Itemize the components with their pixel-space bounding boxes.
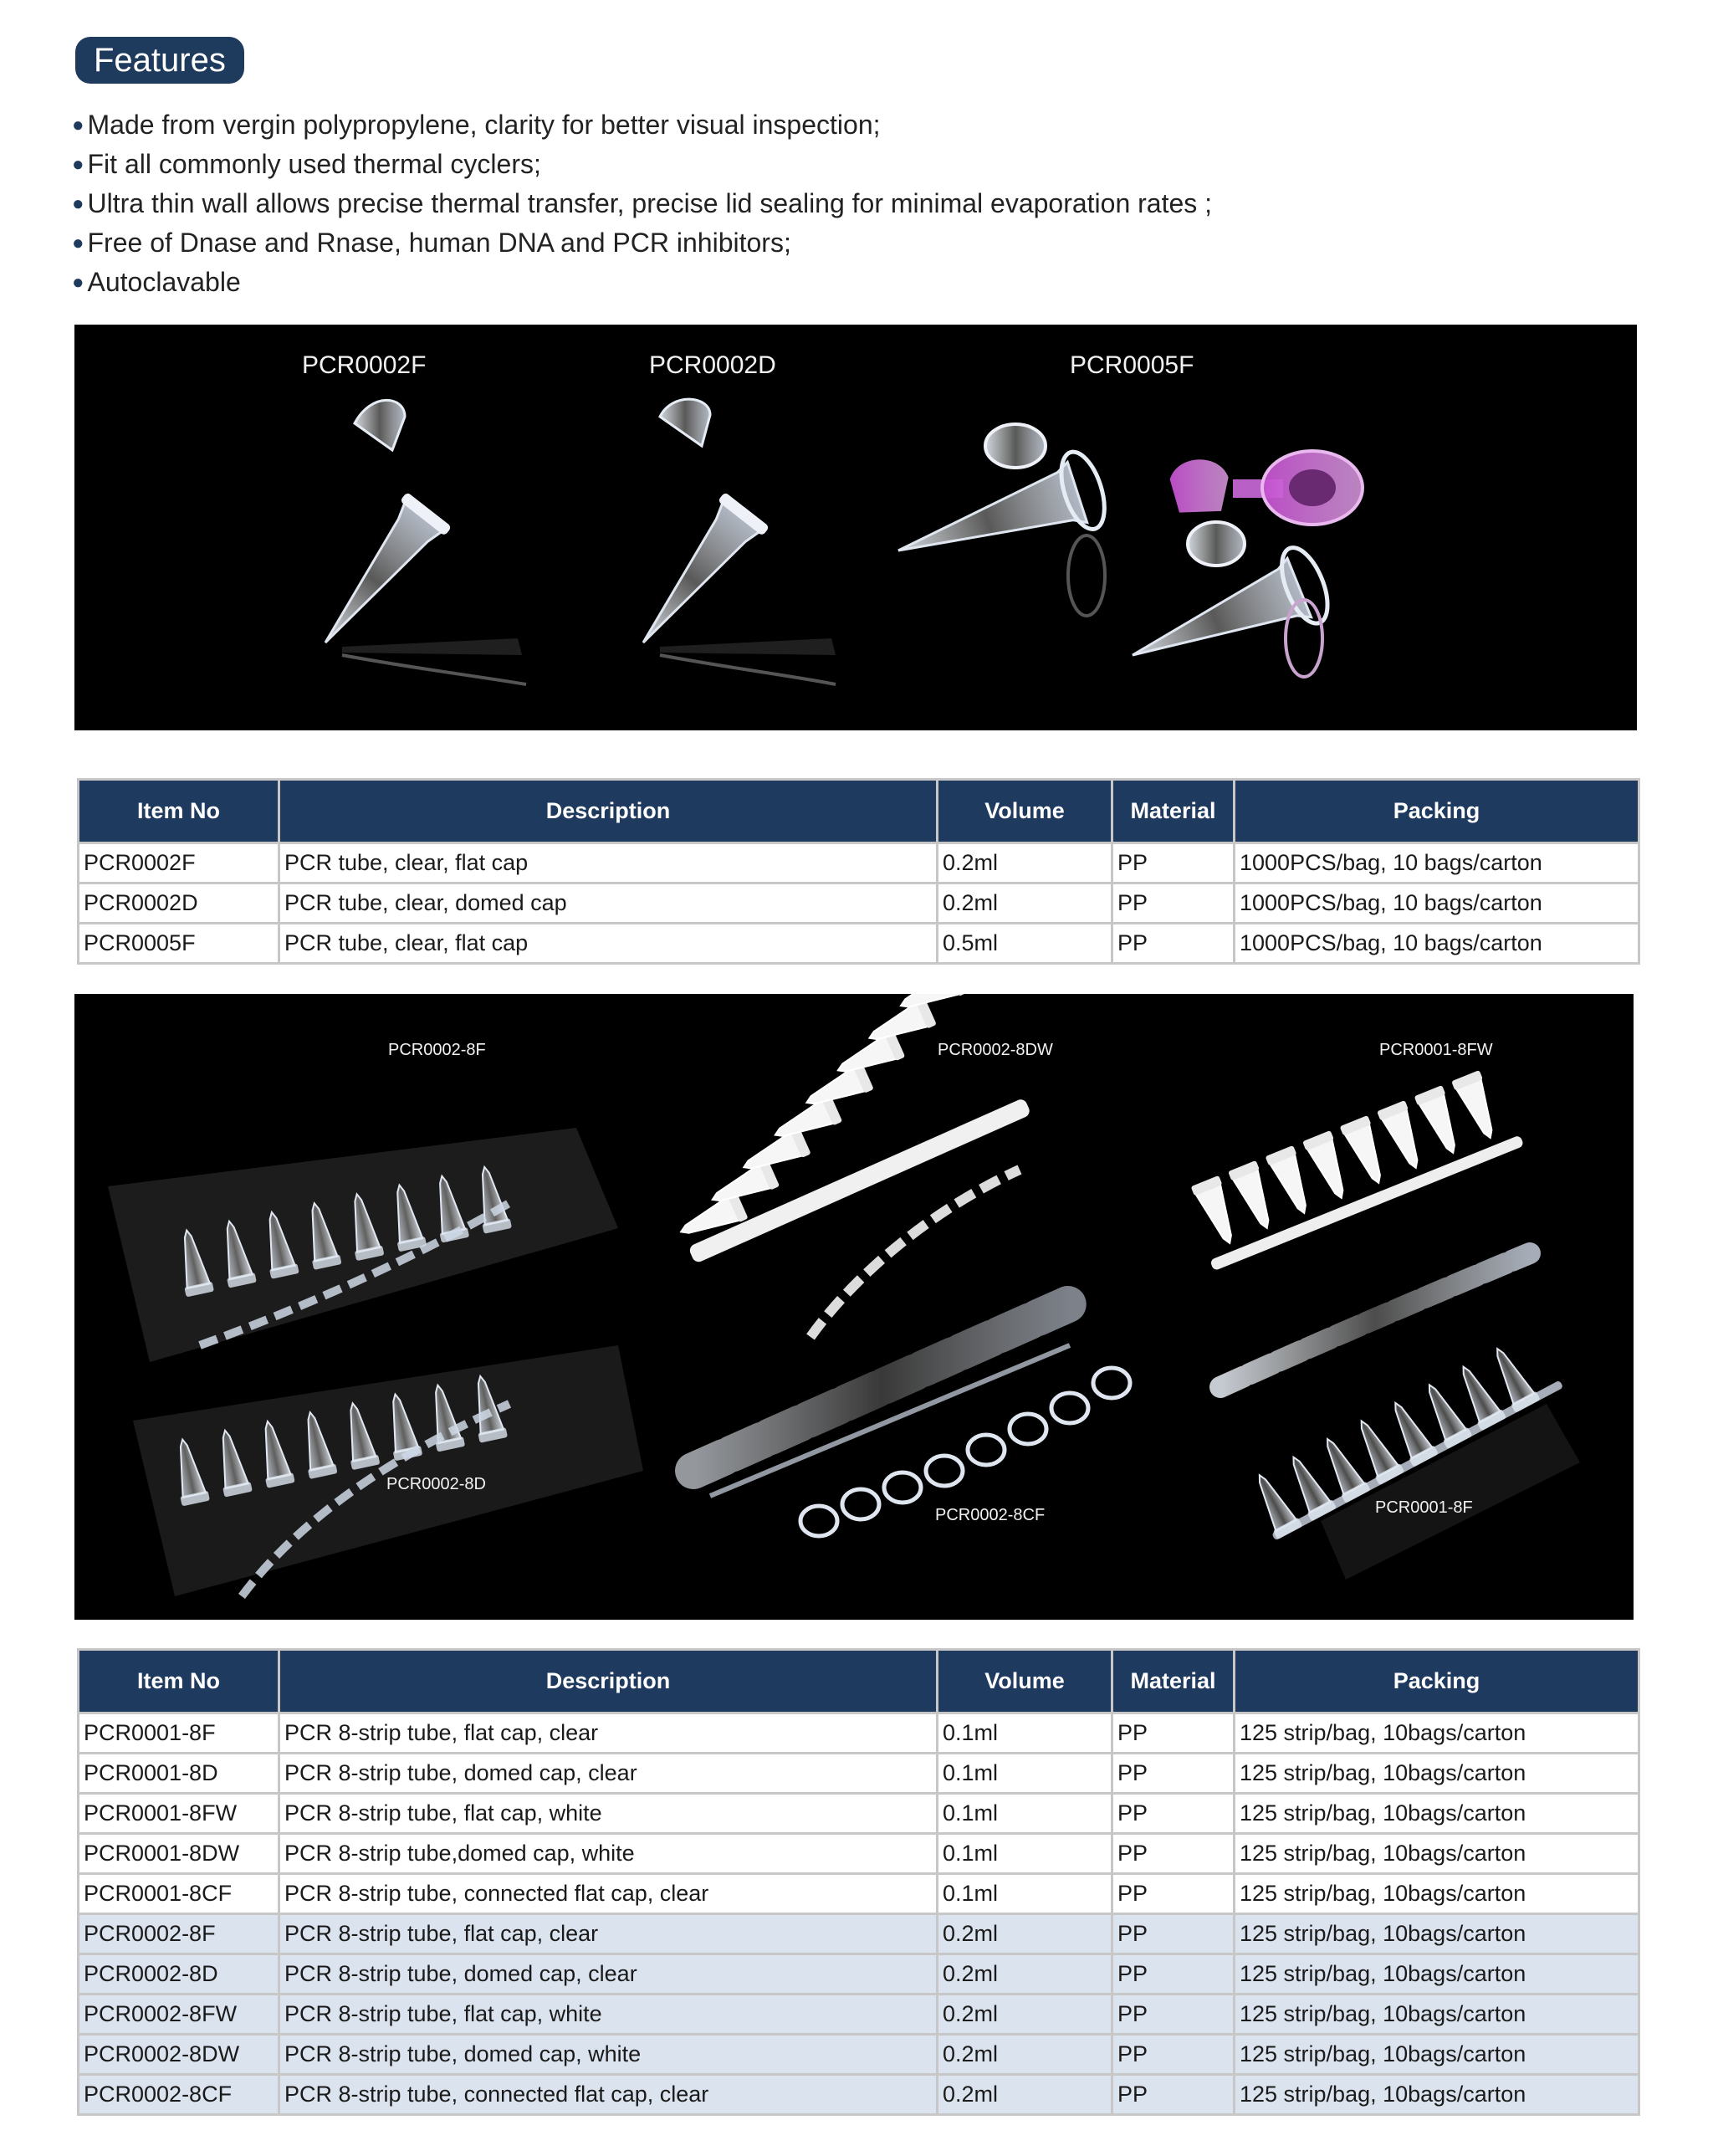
- header-description: Description: [279, 1650, 938, 1713]
- header-material: Material: [1112, 1650, 1235, 1713]
- features-title: Features: [75, 37, 244, 84]
- single-tube-spec-table: [77, 778, 1640, 965]
- table-row: [79, 1794, 1639, 1834]
- cell-packing: 125 strip/bag, 10bags/carton: [1235, 2035, 1639, 2075]
- cell-packing: 125 strip/bag, 10bags/carton: [1235, 1754, 1639, 1794]
- cell-material: PP: [1112, 924, 1235, 964]
- cell-volume: 0.1ml: [938, 1794, 1112, 1834]
- label-pcr0001-8fw: PCR0001-8FW: [1379, 1041, 1493, 1059]
- cell-material: PP: [1112, 2035, 1235, 2075]
- cell-description: PCR 8-strip tube, domed cap, clear: [279, 1954, 938, 1995]
- table-row: [79, 1874, 1639, 1914]
- cell-description: PCR 8-strip tube, flat cap, white: [279, 1995, 938, 2035]
- cell-item-no: PCR0002-8F: [79, 1914, 279, 1954]
- header-item-no: Item No: [79, 1650, 279, 1713]
- cell-packing: 125 strip/bag, 10bags/carton: [1235, 1954, 1639, 1995]
- cell-packing: 125 strip/bag, 10bags/carton: [1235, 1995, 1639, 2035]
- feature-item: ● Fit all commonly used thermal cyclers;: [72, 149, 541, 179]
- cell-packing: 125 strip/bag, 10bags/carton: [1235, 1834, 1639, 1874]
- cell-volume: 0.2ml: [938, 2075, 1112, 2115]
- cell-material: PP: [1112, 1954, 1235, 1995]
- bullet-icon: ●: [72, 153, 84, 176]
- cell-volume: 0.2ml: [938, 883, 1112, 924]
- cell-material: PP: [1112, 1834, 1235, 1874]
- strip-tube-photo-panel: [74, 994, 1634, 1620]
- cell-packing: 1000PCS/bag, 10 bags/carton: [1235, 924, 1639, 964]
- cell-volume: 0.2ml: [938, 1954, 1112, 1995]
- header-volume: Volume: [938, 1650, 1112, 1713]
- cell-packing: 125 strip/bag, 10bags/carton: [1235, 1794, 1639, 1834]
- cell-volume: 0.1ml: [938, 1834, 1112, 1874]
- cell-description: PCR 8-strip tube, flat cap, white: [279, 1794, 938, 1834]
- cell-material: PP: [1112, 1754, 1235, 1794]
- cell-packing: 125 strip/bag, 10bags/carton: [1235, 1874, 1639, 1914]
- cell-item-no: PCR0002D: [79, 883, 279, 924]
- tube-pcr0002f: [303, 492, 452, 660]
- cell-packing: 125 strip/bag, 10bags/carton: [1235, 1713, 1639, 1754]
- cell-description: PCR 8-strip tube, flat cap, clear: [279, 1713, 938, 1754]
- table-row: [79, 1754, 1639, 1794]
- bullet-icon: ●: [72, 271, 84, 294]
- cell-item-no: PCR0002-8FW: [79, 1995, 279, 2035]
- table-row: [79, 883, 1639, 924]
- label-pcr0005f: PCR0005F: [1070, 351, 1194, 379]
- table-row: [79, 1995, 1639, 2035]
- cell-item-no: PCR0001-8FW: [79, 1794, 279, 1834]
- cell-volume: 0.2ml: [938, 2035, 1112, 2075]
- cell-material: PP: [1112, 2075, 1235, 2115]
- header-packing: Packing: [1235, 780, 1639, 843]
- cell-material: PP: [1112, 1713, 1235, 1754]
- cell-volume: 0.2ml: [938, 843, 1112, 883]
- cell-item-no: PCR0002F: [79, 843, 279, 883]
- feature-item: ● Autoclavable: [72, 267, 241, 297]
- table-row: [79, 1834, 1639, 1874]
- cell-material: PP: [1112, 883, 1235, 924]
- cell-packing: 125 strip/bag, 10bags/carton: [1235, 2075, 1639, 2115]
- cell-volume: 0.5ml: [938, 924, 1112, 964]
- single-tubes-illustration: [74, 325, 1637, 730]
- label-pcr0001-8f: PCR0001-8F: [1375, 1498, 1473, 1517]
- cell-item-no: PCR0001-8D: [79, 1754, 279, 1794]
- cell-item-no: PCR0002-8CF: [79, 2075, 279, 2115]
- single-tube-photo-panel: [74, 325, 1637, 730]
- header-item-no: Item No: [79, 780, 279, 843]
- table-row: [79, 1954, 1639, 1995]
- cell-packing: 1000PCS/bag, 10 bags/carton: [1235, 883, 1639, 924]
- cell-volume: 0.1ml: [938, 1713, 1112, 1754]
- table-row: [79, 1713, 1639, 1754]
- table-header-row: [79, 1650, 1639, 1713]
- table-row: [79, 2075, 1639, 2115]
- header-volume: Volume: [938, 780, 1112, 843]
- cell-description: PCR 8-strip tube,domed cap, white: [279, 1834, 938, 1874]
- table-row: [79, 843, 1639, 883]
- label-pcr0002-8dw: PCR0002-8DW: [938, 1041, 1053, 1059]
- cell-description: PCR tube, clear, flat cap: [279, 843, 938, 883]
- cell-material: PP: [1112, 1874, 1235, 1914]
- tube-pcr0005f-clear: [886, 447, 1112, 589]
- cell-material: PP: [1112, 843, 1235, 883]
- features-list: [72, 105, 1212, 302]
- strip-tubes-illustration: [74, 994, 1634, 1620]
- cell-description: PCR 8-strip tube, flat cap, clear: [279, 1914, 938, 1954]
- cell-description: PCR 8-strip tube, connected flat cap, clear: [279, 1874, 938, 1914]
- bullet-icon: ●: [72, 232, 84, 254]
- label-pcr0002-8cf: PCR0002-8CF: [935, 1506, 1046, 1524]
- cell-volume: 0.2ml: [938, 1914, 1112, 1954]
- cell-description: PCR 8-strip tube, domed cap, white: [279, 2035, 938, 2075]
- tube-pcr0002d: [621, 492, 770, 660]
- cell-item-no: PCR0001-8F: [79, 1713, 279, 1754]
- cell-volume: 0.2ml: [938, 1995, 1112, 2035]
- label-pcr0002d: PCR0002D: [649, 351, 776, 379]
- label-pcr0002-8d: PCR0002-8D: [386, 1475, 486, 1493]
- header-material: Material: [1112, 780, 1235, 843]
- header-description: Description: [279, 780, 938, 843]
- cell-item-no: PCR0005F: [79, 924, 279, 964]
- cell-material: PP: [1112, 1995, 1235, 2035]
- header-packing: Packing: [1235, 1650, 1639, 1713]
- feature-item: ● Ultra thin wall allows precise thermal transfer, precise lid sealing for minimal evaporation rates ;: [72, 188, 1213, 218]
- feature-item: ● Free of Dnase and Rnase, human DNA and PCR inhibitors;: [72, 228, 791, 258]
- table-header-row: [79, 780, 1639, 843]
- strip-pcr0001-8fw: [1181, 1065, 1524, 1271]
- strip-tube-spec-table: [77, 1648, 1640, 2116]
- label-pcr0002-8f: PCR0002-8F: [388, 1041, 486, 1059]
- cell-description: PCR tube, clear, domed cap: [279, 883, 938, 924]
- cell-packing: 1000PCS/bag, 10 bags/carton: [1235, 843, 1639, 883]
- cell-material: PP: [1112, 1794, 1235, 1834]
- cell-material: PP: [1112, 1914, 1235, 1954]
- table-row: [79, 1914, 1639, 1954]
- feature-item: ● Made from vergin polypropylene, clarity for better visual inspection;: [72, 110, 881, 140]
- tube-pcr0005f-pink: [1169, 458, 1230, 513]
- cell-description: PCR tube, clear, flat cap: [279, 924, 938, 964]
- cell-volume: 0.1ml: [938, 1754, 1112, 1794]
- cell-item-no: PCR0002-8DW: [79, 2035, 279, 2075]
- cell-volume: 0.1ml: [938, 1874, 1112, 1914]
- cell-item-no: PCR0002-8D: [79, 1954, 279, 1995]
- table-row: [79, 2035, 1639, 2075]
- cell-item-no: PCR0001-8DW: [79, 1834, 279, 1874]
- cell-description: PCR 8-strip tube, domed cap, clear: [279, 1754, 938, 1794]
- cell-packing: 125 strip/bag, 10bags/carton: [1235, 1914, 1639, 1954]
- cell-description: PCR 8-strip tube, connected flat cap, clear: [279, 2075, 938, 2115]
- bullet-icon: ●: [72, 192, 84, 215]
- cell-item-no: PCR0001-8CF: [79, 1874, 279, 1914]
- table-row: [79, 924, 1639, 964]
- strip-pcr0002-8cf: [693, 1303, 1130, 1536]
- bullet-icon: ●: [72, 114, 84, 136]
- strip-pcr0002-8dw: [627, 994, 1031, 1264]
- label-pcr0002f: PCR0002F: [302, 351, 427, 379]
